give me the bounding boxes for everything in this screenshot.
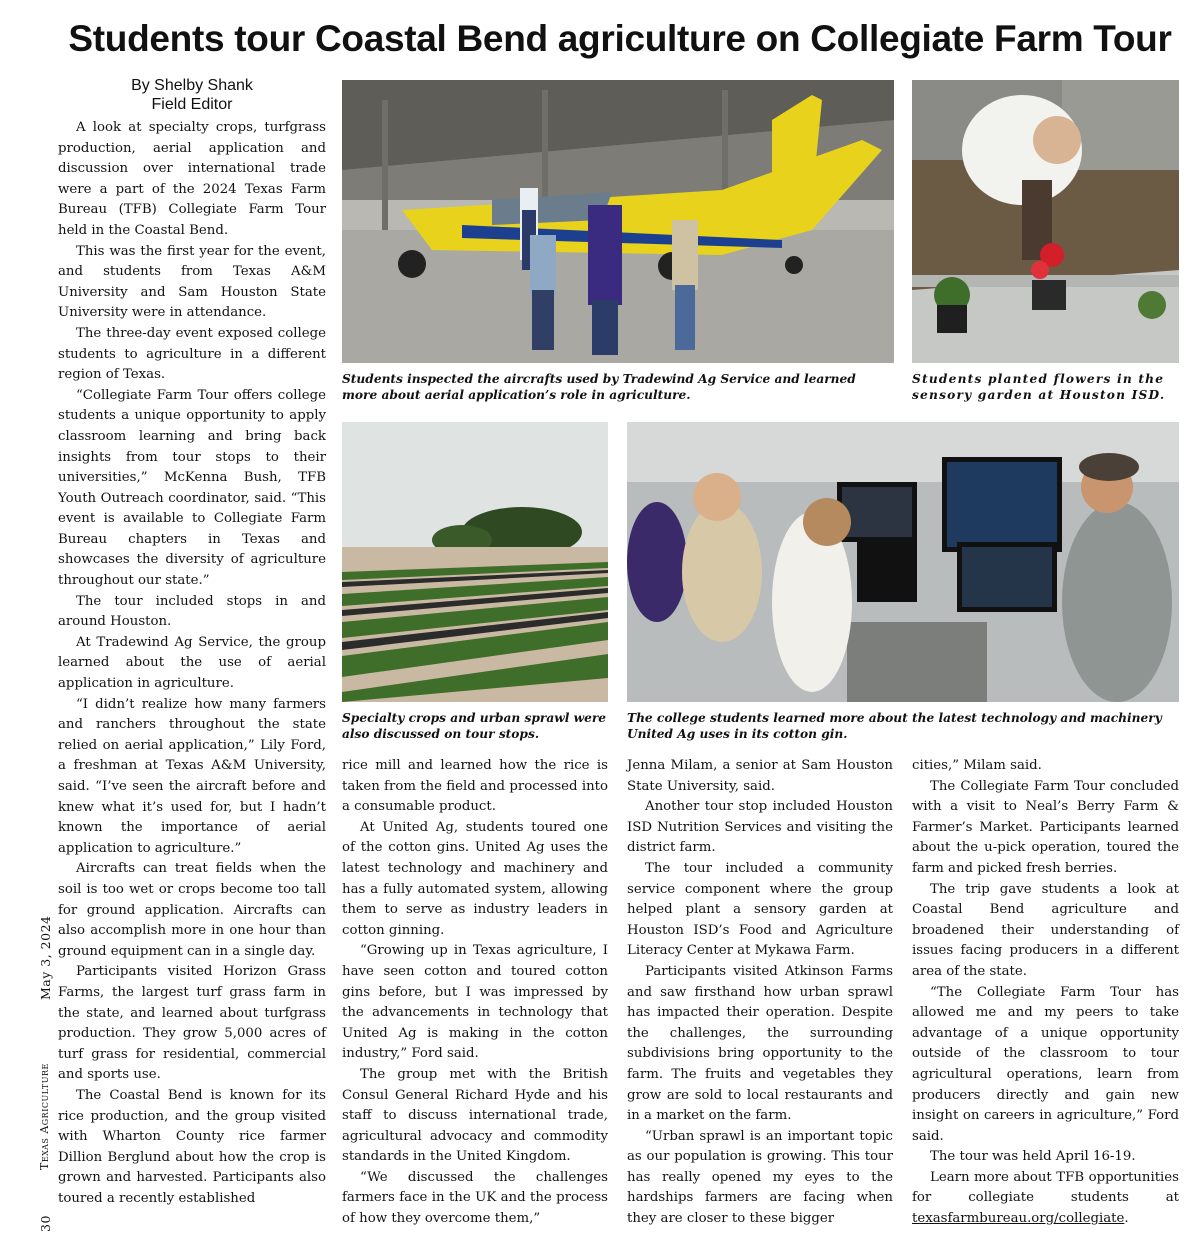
caption-aircraft: Students inspected the aircrafts used by Tradewind Ag Service and learned more about aerial application’s role in agriculture. (342, 372, 856, 402)
paragraph: “Urban sprawl is an important topic as our population is growing. This tour has really opened my eyes to the hardships farmers are facing when they are closer to these bigger (627, 1128, 893, 1227)
paragraph: The tour was held April 16-19. (930, 1149, 1136, 1165)
collegiate-link[interactable]: texasfarmbureau.org/collegiate (912, 1211, 1125, 1227)
paragraph: “Growing up in Texas agriculture, I have seen cotton and toured cotton gins before, but I was impressed by the advancements in technology that United Ag is making in the cotton industry,” Ford said. (342, 943, 608, 1062)
paragraph: “The Collegiate Farm Tour has allowed me and my peers to take advantage of a unique opportunity outside of the classroom to tour agricultural operations, learn from producers directly and gain new insight on careers in agriculture,” Ford said. (912, 984, 1179, 1144)
paragraph: The trip gave students a look at Coastal Bend agriculture and broadened their understanding of issues facing producers in a different area of the state. (912, 881, 1179, 979)
control-room-illustration (627, 422, 1179, 702)
paragraph-continued: Jenna Milam, a senior at Sam Houston State University, said. (627, 758, 893, 794)
byline-author: By Shelby Shank (131, 77, 253, 94)
paragraph: “We discussed the challenges farmers face in the UK and the process of how they overcome them,” (342, 1169, 608, 1227)
article-column-4 (912, 756, 1179, 1230)
paragraph-continued: cities,” Milam said. (912, 758, 1042, 773)
sidebar-page-number: 30 (38, 1215, 53, 1232)
paragraph: The tour included a community service component where the group helped plant a sensory garden at Houston ISD’s Food and Agriculture Literacy Center at Mykawa Farm. (627, 860, 893, 959)
paragraph: At Tradewind Ag Service, the group learned about the use of aerial application in agriculture. (58, 634, 326, 692)
paragraph: “Collegiate Farm Tour offers college students a unique opportunity to apply classroom learning and bring back insights from tour stops to their universities,” McKenna Bush, TFB Youth Outreach coordinator, said. “This event is available to Collegiate Farm Bureau chapters in Texas and showcases the diversity of agriculture throughout our state.” (58, 387, 326, 589)
paragraph: “I didn’t realize how many farmers and ranchers throughout the state relied on aerial application,” Lily Ford, a freshman at Texas A&M University, said. “I’ve seen the aircraft before and knew what it’s used for, but I hadn’t known the importance of aerial application to agriculture.” (58, 696, 326, 856)
article-column-2 (342, 756, 608, 1230)
photo-crops (342, 422, 608, 702)
byline-role: Field Editor (151, 96, 233, 113)
closing-text: Learn more about TFB opportunities for collegiate students at (912, 1169, 1179, 1206)
photo-garden (912, 80, 1179, 363)
aircraft-illustration (342, 80, 894, 363)
article-column-1 (58, 118, 326, 1209)
closing-paragraph (912, 1168, 1179, 1230)
closing-period: . (1124, 1211, 1129, 1227)
paragraph: The three-day event exposed college students to agriculture in a different region of Texas. (58, 325, 326, 383)
headline: Students tour Coastal Bend agriculture on Collegiate Farm Tour (68, 18, 1172, 59)
caption-crops: Specialty crops and urban sprawl were also discussed on tour stops. (342, 711, 607, 741)
sidebar-date: May 3, 2024 (38, 915, 53, 1000)
paragraph: The tour included stops in and around Houston. (58, 593, 326, 630)
article-column-3 (627, 756, 893, 1230)
paragraph-continued: rice mill and learned how the rice is taken from the field and processed into a consumable product. (342, 758, 608, 815)
photo-aircraft (342, 80, 894, 363)
paragraph: Participants visited Horizon Grass Farms, the largest turf grass farm in the state, and learned about turfgrass production. They grow 5,000 acres of turf grass for residential, commercial and sports use. (58, 964, 326, 1083)
paragraph: At United Ag, students toured one of the cotton gins. United Ag uses the latest technology and machinery and has a fully automated system, allowing them to serve as industry leaders in cotton ginning. (342, 819, 608, 938)
caption-gin: The college students learned more about the latest technology and machinery United Ag uses in its cotton gin. (627, 711, 1162, 741)
caption-garden: Students planted flowers in the sensory garden at Houston ISD. (912, 372, 1166, 402)
sidebar-publication: Texas Agriculture (38, 1063, 51, 1170)
paragraph: A look at specialty crops, turfgrass production, aerial application and discussion over international trade were a part of the 2024 Texas Farm Bureau (TFB) Collegiate Farm Tour held in the Coastal Bend. (58, 120, 326, 238)
paragraph: The Collegiate Farm Tour concluded with a visit to Neal’s Berry Farm & Farmer’s Market. Participants learned about the u-pick operation, toured the farm and picked fresh berries. (912, 778, 1179, 876)
paragraph: The Coastal Bend is known for its rice production, and the group visited with Wharton County rice farmer Dillion Berglund about how the crop is grown and harvested. Participants also toured a recently established (58, 1087, 326, 1206)
paragraph: Another tour stop included Houston ISD Nutrition Services and visiting the district farm. (627, 799, 893, 856)
paragraph: Participants visited Atkinson Farms and saw firsthand how urban sprawl has impacted their operation. Despite the challenges, the surrounding subdivisions bring opportunity to the farm. The fruits and vegetables they grow are sold to local restaurants and in a market on the farm. (627, 963, 893, 1124)
paragraph: The group met with the British Consul General Richard Hyde and his staff to discuss international trade, agricultural advocacy and commodity standards in the United Kingdom. (342, 1066, 608, 1165)
photo-gin (627, 422, 1179, 702)
paragraph: Aircrafts can treat fields when the soil is too wet or crops become too tall for ground application. Aircrafts can also accomplish more in one hour than ground equipment can in a single day. (58, 861, 326, 959)
byline (58, 76, 326, 114)
paragraph: This was the first year for the event, and students from Texas A&M University and Sam Houston State University were in attendance. (58, 243, 326, 321)
crop-field-illustration (342, 422, 608, 702)
garden-illustration (912, 80, 1179, 363)
